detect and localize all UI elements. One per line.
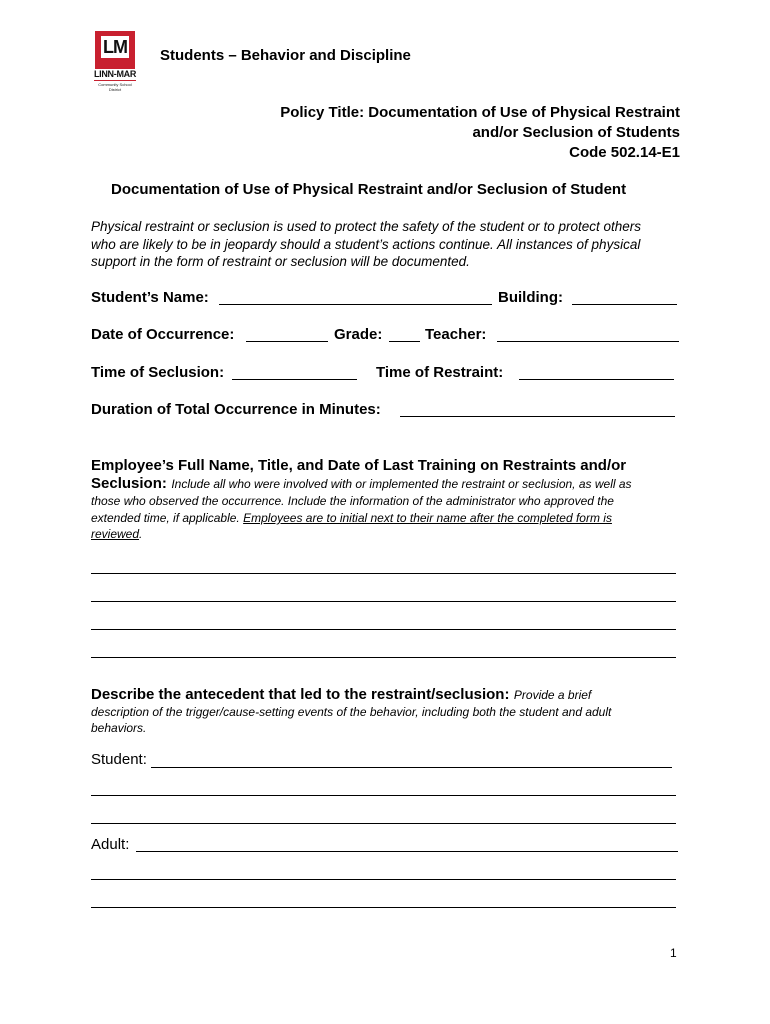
employee-note-3 <box>91 510 612 527</box>
time-restraint-field[interactable] <box>519 379 674 380</box>
time-seclusion-field[interactable] <box>232 379 357 380</box>
seclusion-label: Seclusion: <box>91 475 167 492</box>
intro-line-1: Physical restraint or seclusion is used to protect the safety of the student or to protect others <box>91 219 642 234</box>
date-field[interactable] <box>246 341 328 342</box>
student-line-1[interactable] <box>151 767 672 768</box>
adult-line-2[interactable] <box>91 879 676 880</box>
building-label: Building: <box>498 289 563 306</box>
logo-initials: LM <box>103 37 127 57</box>
employee-heading: Employee’s Full Name, Title, and Date of Last Training on Restraints and/or <box>91 457 627 474</box>
student-label: Student: <box>91 751 147 768</box>
teacher-label: Teacher: <box>425 326 487 343</box>
date-label: Date of Occurrence: <box>91 326 235 343</box>
time-restraint-label: Time of Restraint: <box>376 364 504 381</box>
employee-note-4a: reviewed <box>91 527 140 541</box>
section-title: Students – Behavior and Discipline <box>160 47 411 64</box>
intro-line-2: who are likely to be in jeopardy should a student’s actions continue. All instances of physical <box>91 237 641 252</box>
logo-subtitle: Community School District <box>98 82 132 92</box>
adult-label: Adult: <box>91 836 130 853</box>
building-field[interactable] <box>572 304 677 305</box>
duration-field[interactable] <box>400 416 675 417</box>
employee-note-4b: . <box>139 527 143 541</box>
policy-code: Code 502.14-E1 <box>569 144 680 161</box>
employee-line-4[interactable] <box>91 657 676 658</box>
form-title: Documentation of Use of Physical Restraint and/or Seclusion of Student <box>111 181 627 198</box>
antecedent-note-2: description of the trigger/cause-setting events of the behavior, including both the student and adult <box>91 705 612 719</box>
grade-label: Grade: <box>334 326 383 343</box>
employee-note-1: Include all who were involved with or implemented the restraint or seclusion, as well as <box>171 477 632 491</box>
employee-line-2[interactable] <box>91 601 676 602</box>
antecedent-heading: Describe the antecedent that led to the restraint/seclusion: <box>91 686 510 703</box>
grade-field[interactable] <box>389 341 420 342</box>
student-line-2[interactable] <box>91 795 676 796</box>
district-logo <box>95 31 135 69</box>
employee-heading-line2 <box>91 475 632 493</box>
policy-title-line2: and/or Seclusion of Students <box>472 124 680 141</box>
logo-name: LINN-MAR <box>93 69 137 79</box>
employee-note-3b: Employees are to initial next to their name after the completed form is <box>243 511 612 525</box>
antecedent-heading-row <box>91 686 591 704</box>
employee-line-3[interactable] <box>91 629 676 630</box>
adult-line-1[interactable] <box>136 851 678 852</box>
antecedent-note-3: behaviors. <box>91 721 147 735</box>
intro-line-3: support in the form of restraint or seclusion will be documented. <box>91 254 470 269</box>
antecedent-note-1: Provide a brief <box>513 688 592 702</box>
student-name-label: Student’s Name: <box>91 289 209 306</box>
teacher-field[interactable] <box>497 341 679 342</box>
duration-label: Duration of Total Occurrence in Minutes: <box>91 401 381 418</box>
time-seclusion-label: Time of Seclusion: <box>91 364 225 381</box>
student-name-field[interactable] <box>219 304 492 305</box>
page-number: 1 <box>670 946 677 960</box>
employee-note-2: those who observed the occurrence. Include the information of the administrator who approved the <box>91 494 614 508</box>
adult-line-3[interactable] <box>91 907 676 908</box>
employee-note-3a: extended time, if applicable. <box>91 511 240 525</box>
employee-line-1[interactable] <box>91 573 676 574</box>
policy-title-line1: Policy Title: Documentation of Use of Physical Restraint <box>280 104 680 121</box>
logo-divider <box>94 80 136 81</box>
student-line-3[interactable] <box>91 823 676 824</box>
employee-note-4 <box>91 526 142 543</box>
